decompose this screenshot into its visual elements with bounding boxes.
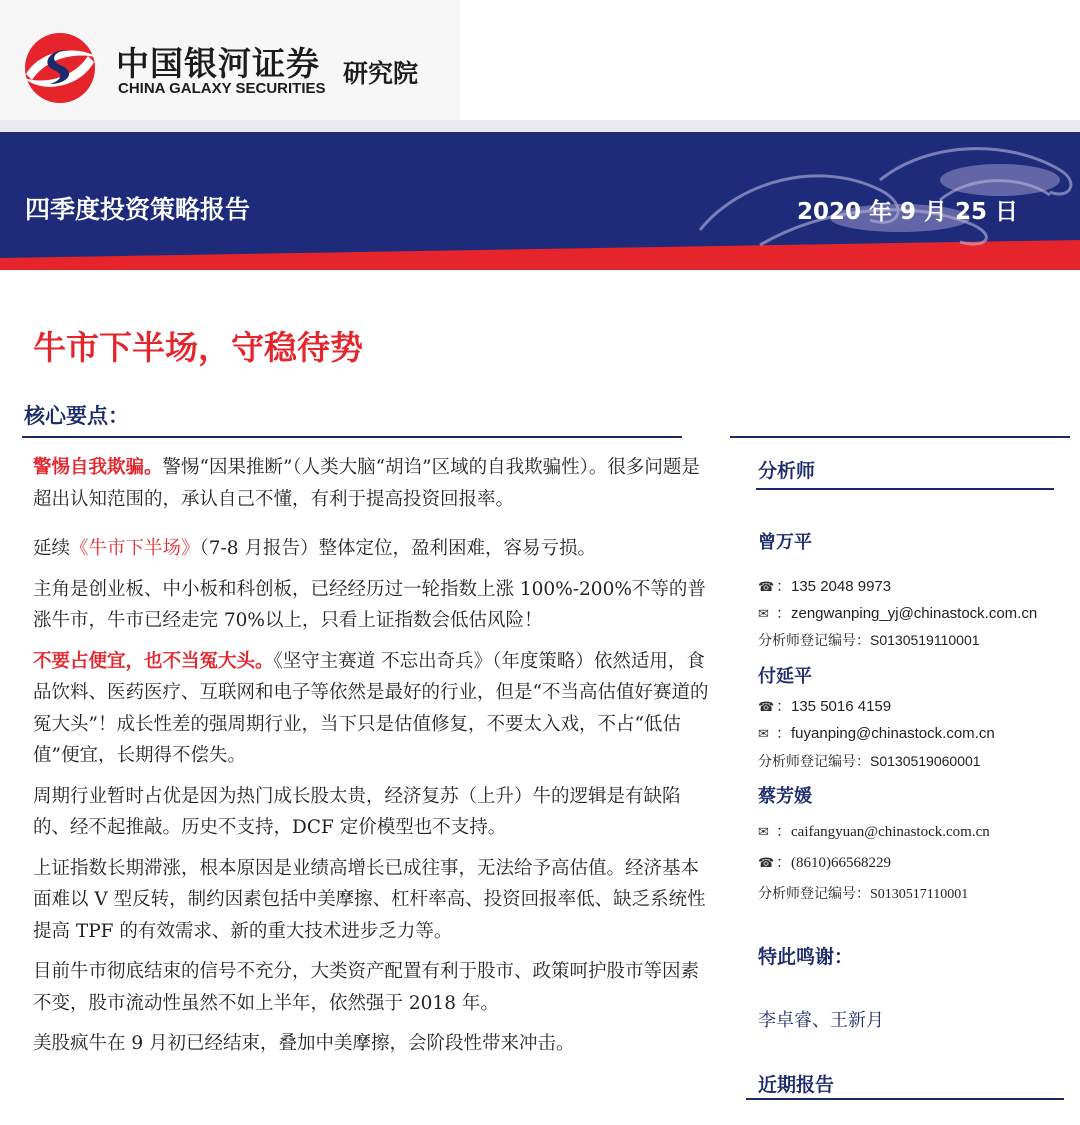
paragraph: [33, 533, 713, 565]
analyst-phone: ☎ ：135 2048 9973: [758, 578, 892, 595]
phone-icon: ☎: [758, 579, 775, 594]
analyst-email[interactable]: ✉ ：caifangyuan@chinastock.com.cn: [758, 824, 990, 840]
company-name-en: CHINA GALAXY SECURITIES: [118, 80, 326, 97]
paragraph: [33, 956, 713, 1019]
paragraph-text: 主角是创业板、中小板和科创板，已经经历过一轮指数上涨 100%-200%不等的普涨牛市，牛市已经走完 70%以上，只看上证指数会低估风险！: [33, 578, 706, 631]
acknowledgement-names: 李卓睿、王新月: [758, 1010, 884, 1031]
company-name-cn: 中国银河证券: [116, 44, 320, 83]
header-logo-area: [0, 0, 460, 120]
paragraph-text: 美股疯牛在 9 月初已经结束，叠加中美摩擦，会阶段性带来冲击。: [33, 1033, 575, 1054]
paragraph: [33, 853, 713, 948]
mail-icon: ✉: [758, 824, 769, 839]
paragraph: [33, 1028, 713, 1060]
analyst-name: 曾万平: [758, 532, 812, 553]
paragraph-pre: 延续: [33, 538, 71, 559]
paragraph-text: 目前牛市彻底结束的信号不充分，大类资产配置有利于股市、政策呵护股市等因素不变，股市流动性虽然不如上半年，依然强于 2018 年。: [33, 961, 700, 1014]
recent-reports-divider: [746, 1098, 1064, 1100]
paragraph-text: （7-8 月报告）整体定位，盈利困难，容易亏损。: [199, 538, 596, 559]
divider-left: [22, 436, 682, 438]
analyst-divider: [756, 488, 1054, 490]
acknowledgement-label: 特此鸣谢：: [758, 946, 854, 968]
key-points-label: 核心要点：: [24, 404, 129, 428]
paragraph-lead: 警惕自我欺骗。: [33, 457, 163, 478]
analyst-email[interactable]: ✉ ：fuyanping@chinastock.com.cn: [758, 725, 995, 742]
analyst-label: 分析师: [758, 460, 816, 482]
paragraph-text: 周期行业暂时占优是因为热门成长股太贵，经济复苏（上升）牛的逻辑是有缺陷的、经不起推敲。历史不支持，DCF 定价模型也不支持。: [33, 785, 681, 838]
paragraph-lead: 《牛市下半场》: [70, 538, 200, 559]
divider-right: [730, 436, 1070, 438]
analyst-registration: 分析师登记编号：S0130519110001: [758, 632, 980, 648]
report-type-title: 四季度投资策略报告: [25, 195, 251, 224]
phone-icon: ☎: [758, 699, 775, 714]
analyst-email[interactable]: ✉ ：zengwanping_yj@chinastock.com.cn: [758, 605, 1038, 622]
paragraph: [33, 452, 713, 515]
analyst-phone: ☎ ：135 5016 4159: [758, 698, 892, 715]
paragraph-text: 上证指数长期滞涨，根本原因是业绩高增长已成往事，无法给予高估值。经济基本面难以 V 型反转，制约因素包括中美摩擦、杠杆率高、投资回报率低、缺乏系统性提高 TPF 的有效需求、新的重大技术进步乏力等。: [33, 857, 706, 942]
analyst-name: 蔡芳媛: [758, 786, 812, 807]
institute-label: 研究院: [343, 59, 419, 88]
phone-icon: ☎: [758, 855, 775, 870]
paragraph-lead: 不要占便宜，也不当冤大头。: [33, 650, 274, 672]
paragraph-text: 警惕“因果推断”（人类大脑“胡诌”区域的自我欺骗性）。很多问题是超出认知范围的，承认自己不懂，有利于提高投资回报率。: [33, 457, 700, 510]
analyst-phone: ☎ ：(8610)66568229: [758, 855, 891, 871]
paragraph-text: 《坚守主赛道 不忘出奇兵》（年度策略）依然适用，食品饮料、医药医疗、互联网和电子等依然是最好的行业，但是“不当高估值好赛道的冤大头”！成长性差的强周期行业，当下只是估值修复，不要太入戏，不占“低估值”便宜，长期得不偿失。: [33, 650, 709, 766]
analyst-registration: 分析师登记编号：S0130517110001: [758, 887, 969, 902]
paragraph: [33, 574, 713, 637]
key-points-body: [33, 452, 713, 1069]
galaxy-logo-icon: [18, 30, 102, 106]
analyst-name: 付延平: [758, 666, 812, 687]
paragraph: [33, 646, 713, 772]
mail-icon: ✉: [758, 606, 769, 621]
report-title: 牛市下半场，守稳待势: [33, 328, 363, 367]
report-date: 2020 年 9 月 25 日: [796, 199, 1018, 225]
mail-icon: ✉: [758, 726, 769, 741]
report-banner: [0, 120, 1080, 285]
recent-reports-label[interactable]: 近期报告: [758, 1074, 835, 1096]
paragraph: [33, 781, 713, 844]
analyst-registration: 分析师登记编号：S0130519060001: [758, 753, 981, 769]
